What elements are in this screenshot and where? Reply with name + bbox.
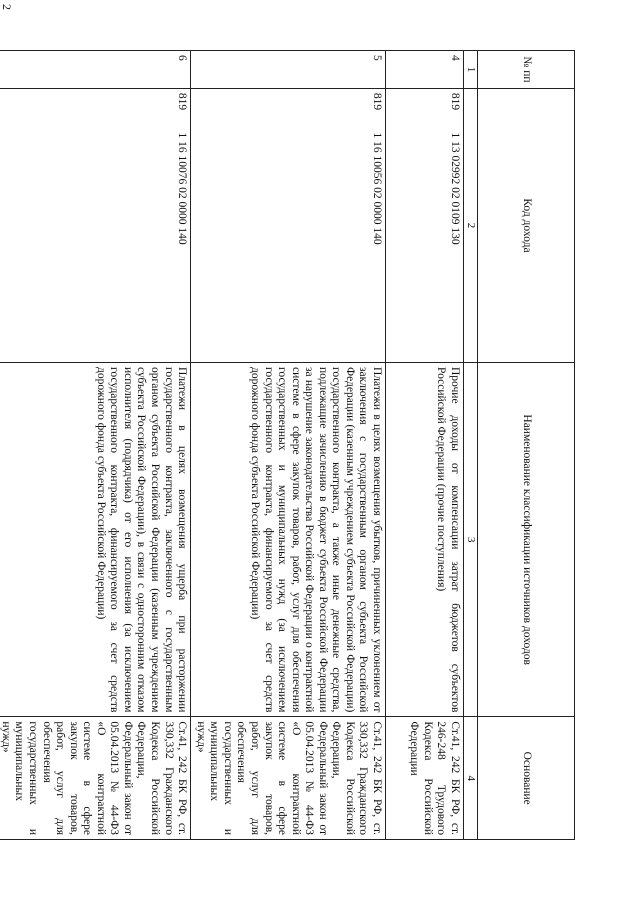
- admin-code: 819: [191, 88, 386, 128]
- header-name: Наименование классификации источников доходов: [478, 363, 575, 717]
- header-num: № пп: [478, 51, 575, 89]
- row-number: 4: [386, 51, 464, 89]
- header-basis: Основание: [478, 717, 575, 840]
- revenue-name: Платежи в целях возмещения убытков, причиненных уклонением от заключения с государственным органом субъекта Российской Федерации (казенным учреждением субъекта Российской Федерации) государственного контракта, а также иные денежные средства, подлежащие зачислению в бюджет субъекта Российской Федерации за нарушение законодательства Российской Федерации о контрактной системе в сфере закупок товаров, работ, услуг для обеспечения государственных и муниципальных нужд (за исключением государственного контракта, финансируемого за счет средств дорожного фонда субъекта Российской Федерации): [191, 363, 386, 717]
- admin-code: 819: [386, 88, 464, 128]
- row-number: 5: [191, 51, 386, 89]
- basis-text: Ст.41, 242 БК РФ, ст. 330,332 Гражданского Кодекса Российской Федерации, Федеральный закон от 05.04.2013 № 44-ФЗ «О контрактной системе в сфере закупок товаров, работ, услуг для обеспечения государственных и муниципальных нужд»: [0, 717, 191, 840]
- header-code: Код дохода: [478, 88, 575, 362]
- revenue-code: 1 13 02992 02 0109 130: [386, 128, 464, 362]
- column-index-row: [464, 51, 478, 840]
- rotated-page: [0, 50, 575, 840]
- revenue-code: 1 16 10056 02 0000 140: [191, 128, 386, 362]
- admin-code: 819: [0, 88, 191, 128]
- table-row: [386, 51, 464, 840]
- header-row: [478, 51, 575, 840]
- revenue-name: Прочие доходы от компенсации затрат бюджетов субъектов Российской Федерации (прочие поступления): [386, 363, 464, 717]
- table-row: [191, 51, 386, 840]
- column-index: 3: [464, 363, 478, 717]
- basis-text: Ст.41, 242 БК РФ, ст. 330,332 Гражданского Кодекса Российской Федерации, Федеральный закон от 05.04.2013 № 44-ФЗ «О контрактной системе в сфере закупок товаров, работ, услуг для обеспечения государственных и муниципальных нужд»: [191, 717, 386, 840]
- column-index: 2: [464, 88, 478, 362]
- column-index: 4: [464, 717, 478, 840]
- column-index: 1: [464, 51, 478, 89]
- revenue-code: 1 16 10076 02 0000 140: [0, 128, 191, 362]
- table-row: [0, 51, 191, 840]
- revenue-classification-table: [0, 50, 575, 840]
- basis-text: Ст.41, 242 БК РФ, ст. 246-248 Трудового Кодекса Российской Федерации: [386, 717, 464, 840]
- page-number: 2: [0, 4, 14, 10]
- row-number: 6: [0, 51, 191, 89]
- revenue-name: Платежи в целях возмещения ущерба при расторжении государственного контракта, заключенного с государственным органом субъекта Российской Федерации (казенным учреждением субъекта Российской Федерации), в связи с односторонним отказом исполнителя (подрядчика) от его исполнения (за исключением государственного контракта, финансируемого за счет средств дорожного фонда субъекта Российской Федерации): [0, 363, 191, 717]
